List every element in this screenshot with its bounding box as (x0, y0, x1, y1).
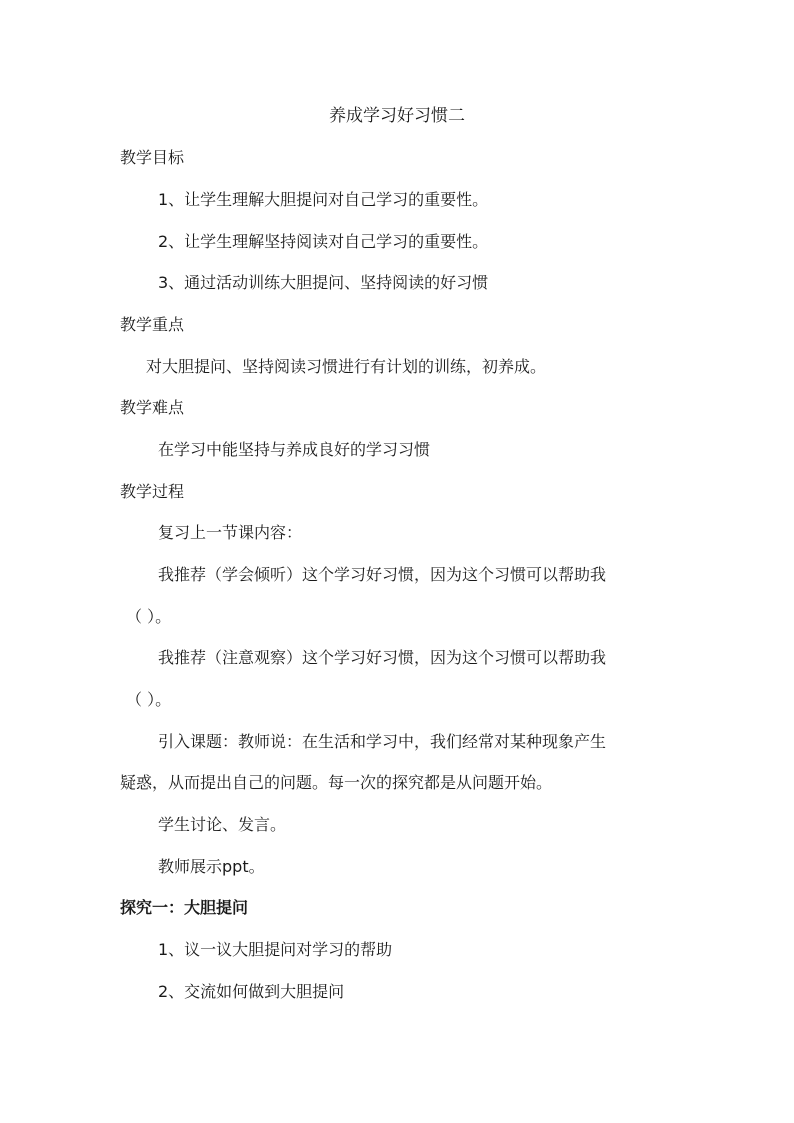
document-title: 养成学习好习惯二 (329, 106, 465, 126)
objective-item-3: 3、通过活动训练大胆提问、坚持阅读的好习惯 (158, 273, 489, 292)
process-heading: 教学过程 (120, 482, 185, 501)
intro-line-1: 引入课题：教师说：在生活和学习中，我们经常对某种现象产生 (158, 732, 607, 751)
key-points-text: 对大胆提问、坚持阅读习惯进行有计划的训练，初养成。 (146, 357, 547, 376)
explore-1-item-1: 1、议一议大胆提问对学习的帮助 (158, 940, 393, 959)
process-ppt: 教师展示ppt。 (158, 857, 265, 876)
process-discussion: 学生讨论、发言。 (158, 815, 287, 834)
recommend-1-line-1: 我推荐（学会倾听）这个学习好习惯，因为这个习惯可以帮助我 (158, 565, 607, 584)
recommend-2-line-1: 我推荐（注意观察）这个学习好习惯，因为这个习惯可以帮助我 (158, 648, 607, 667)
intro-line-2: 疑惑，从而提出自己的问题。每一次的探究都是从问题开始。 (120, 773, 553, 792)
recommend-1-line-2: （ ）。 (126, 607, 172, 626)
key-points-heading: 教学重点 (120, 315, 185, 334)
difficulties-heading: 教学难点 (120, 398, 185, 417)
process-review: 复习上一节课内容： (158, 523, 303, 542)
objective-item-2: 2、让学生理解坚持阅读对自己学习的重要性。 (158, 232, 489, 251)
explore-1-heading: 探究一：大胆提问 (120, 898, 249, 917)
objectives-heading: 教学目标 (120, 148, 185, 167)
explore-1-item-2: 2、交流如何做到大胆提问 (158, 982, 345, 1001)
difficulties-text: 在学习中能坚持与养成良好的学习习惯 (158, 440, 431, 459)
recommend-2-line-2: （ ）。 (126, 690, 172, 709)
objective-item-1: 1、让学生理解大胆提问对自己学习的重要性。 (158, 190, 489, 209)
